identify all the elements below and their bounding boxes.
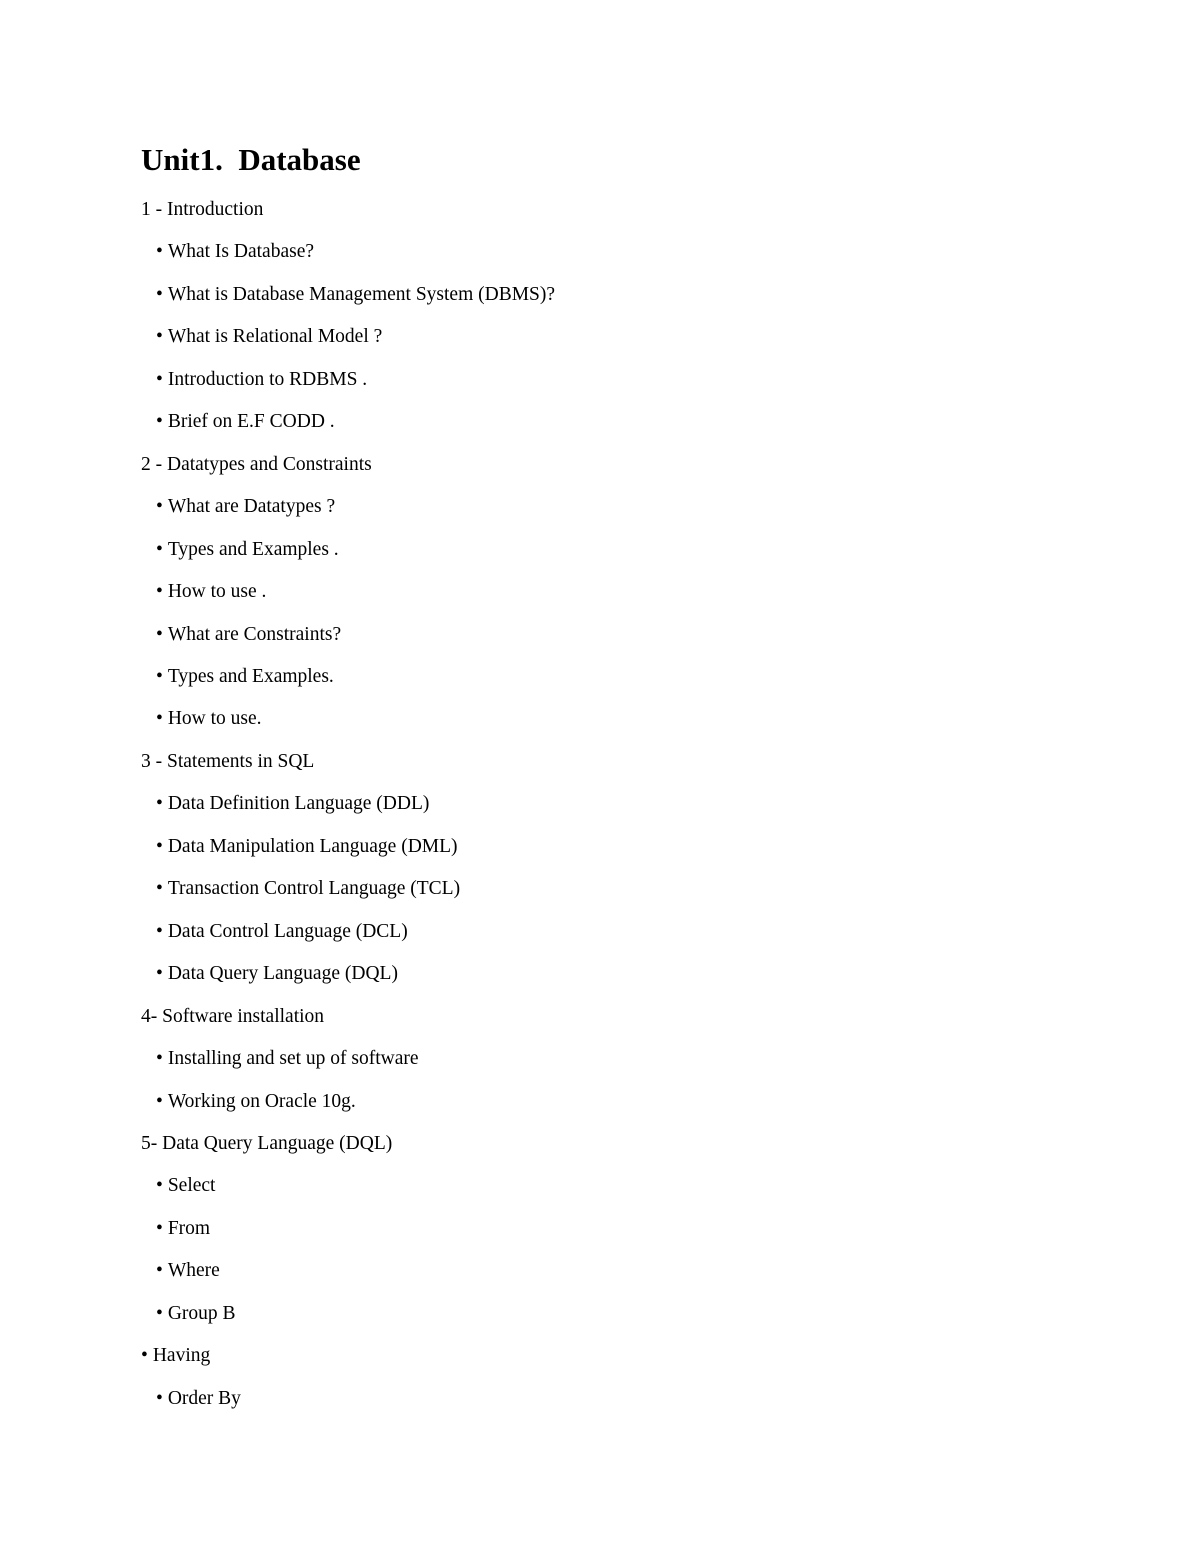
list-item-text: Where (167, 1260, 220, 1282)
bullet-icon: • (156, 496, 163, 518)
bullet-icon: • (156, 963, 163, 985)
list-item-text: How to use. (167, 708, 262, 730)
bullet-icon: • (156, 1387, 163, 1409)
list-item-text: Installing and set up of software (167, 1048, 419, 1069)
list-item-text: Select (167, 1175, 216, 1197)
bullet-icon: • (156, 1048, 163, 1069)
list-item-text: Transaction Control Language (TCL) (167, 878, 461, 900)
bullet-icon: • (156, 411, 163, 433)
bullet-icon: • (156, 793, 163, 815)
bullet-icon: • (156, 623, 163, 645)
list-item-text: Group B (167, 1302, 236, 1324)
list-item-text: Data Query Language (DQL) (167, 963, 398, 985)
list-item (156, 495, 335, 519)
bullet-icon: • (156, 708, 163, 730)
list-item (156, 1259, 220, 1283)
list-item-text: Types and Examples . (167, 538, 339, 560)
list-item (156, 368, 367, 392)
list-item-text: From (167, 1217, 211, 1239)
list-item (156, 1387, 241, 1411)
list-item (156, 1047, 419, 1071)
list-item-text: How to use . (167, 581, 267, 602)
section-heading: 3 - Statements in SQL (141, 750, 315, 772)
list-item-text: Brief on E.F CODD . (167, 411, 335, 433)
list-item-text: Data Manipulation Language (DML) (167, 835, 458, 857)
list-item (156, 410, 335, 434)
list-item-text: Data Control Language (DCL) (167, 920, 408, 942)
bullet-icon: • (156, 1090, 163, 1112)
list-item-text: What Is Database? (167, 241, 315, 263)
list-item-text: What are Constraints? (167, 623, 342, 645)
bullet-icon: • (156, 1175, 163, 1197)
list-item (156, 792, 429, 816)
list-item (156, 665, 334, 689)
list-item (156, 707, 262, 731)
list-item-text: What is Relational Model ? (167, 326, 383, 348)
bullet-icon: • (156, 1217, 163, 1239)
list-item-text: Working on Oracle 10g. (167, 1090, 356, 1112)
list-item (156, 623, 341, 647)
list-item (156, 580, 266, 604)
list-item (156, 1090, 356, 1114)
bullet-icon: • (156, 878, 163, 900)
section-heading: 2 - Datatypes and Constraints (141, 453, 372, 475)
bullet-icon: • (156, 368, 163, 390)
bullet-icon: • (156, 835, 163, 857)
bullet-icon: • (156, 1302, 163, 1324)
list-item (156, 835, 458, 859)
bullet-icon: • (156, 283, 163, 305)
bullet-icon: • (141, 1345, 148, 1367)
list-item-text: Types and Examples. (167, 666, 334, 687)
list-item (156, 877, 460, 901)
list-item (141, 1344, 210, 1368)
section-heading: 1 - Introduction (141, 199, 264, 220)
list-item (156, 1174, 215, 1198)
list-item (156, 920, 408, 944)
bullet-icon: • (156, 326, 163, 348)
document-title: Unit1. Database (141, 142, 361, 177)
list-item-text: What are Datatypes ? (167, 496, 336, 518)
list-item (156, 1217, 210, 1241)
list-item (156, 962, 398, 986)
list-item (156, 325, 382, 349)
list-item-text: Order By (167, 1387, 241, 1409)
section-heading: 4- Software installation (141, 1005, 325, 1027)
list-item-text: Having (152, 1345, 211, 1367)
bullet-icon: • (156, 581, 163, 602)
list-item-text: What is Database Management System (DBMS)? (167, 283, 556, 305)
bullet-icon: • (156, 241, 163, 263)
list-item (156, 283, 555, 307)
section-heading: 5- Data Query Language (DQL) (141, 1132, 393, 1154)
list-item-text: Data Definition Language (DDL) (167, 793, 430, 815)
list-item (156, 240, 314, 264)
bullet-icon: • (156, 538, 163, 560)
bullet-icon: • (156, 666, 163, 687)
list-item (156, 1302, 236, 1326)
bullet-icon: • (156, 920, 163, 942)
list-item (156, 538, 339, 562)
bullet-icon: • (156, 1260, 163, 1282)
list-item-text: Introduction to RDBMS . (167, 368, 368, 390)
